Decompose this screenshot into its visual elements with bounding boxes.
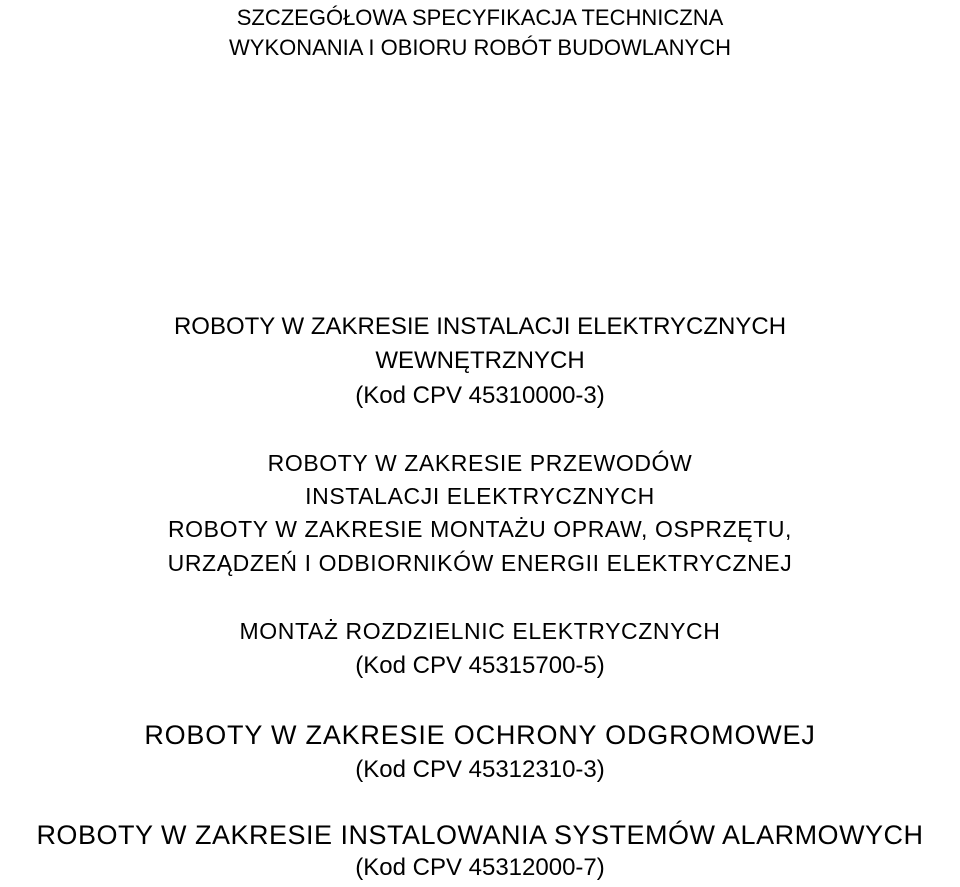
section-2-line-4: URZĄDZEŃ I ODBIORNIKÓW ENERGII ELEKTRYCZNEJ bbox=[167, 550, 793, 576]
section-4-cpv-code: (Kod CPV 45312310-3) bbox=[355, 756, 605, 783]
header-line-2: WYKONANIA I OBIORU ROBÓT BUDOWLANYCH bbox=[229, 35, 731, 60]
section-2-line-2: INSTALACJI ELEKTRYCZNYCH bbox=[305, 483, 655, 509]
section-1-cpv-code: (Kod CPV 45310000-3) bbox=[355, 382, 605, 409]
section-5-title: ROBOTY W ZAKRESIE INSTALOWANIA SYSTEMÓW ALARMOWYCH bbox=[36, 820, 924, 850]
section-2-line-3: ROBOTY W ZAKRESIE MONTAŻU OPRAW, OSPRZĘTU, bbox=[167, 516, 793, 542]
section-2-line-1: ROBOTY W ZAKRESIE PRZEWODÓW bbox=[267, 450, 693, 476]
section-1-title-line-2: WEWNĘTRZNYCH bbox=[375, 347, 585, 374]
section-4-title: ROBOTY W ZAKRESIE OCHRONY ODGROMOWEJ bbox=[144, 720, 816, 750]
section-3-cpv-code: (Kod CPV 45315700-5) bbox=[355, 652, 605, 679]
section-3-title: MONTAŻ ROZDZIELNIC ELEKTRYCZNYCH bbox=[239, 618, 721, 644]
section-5-cpv-code: (Kod CPV 45312000-7) bbox=[355, 854, 605, 881]
section-1-title-line-1: ROBOTY W ZAKRESIE INSTALACJI ELEKTRYCZNYCH bbox=[173, 313, 787, 340]
header-line-1: SZCZEGÓŁOWA SPECYFIKACJA TECHNICZNA bbox=[236, 5, 724, 30]
